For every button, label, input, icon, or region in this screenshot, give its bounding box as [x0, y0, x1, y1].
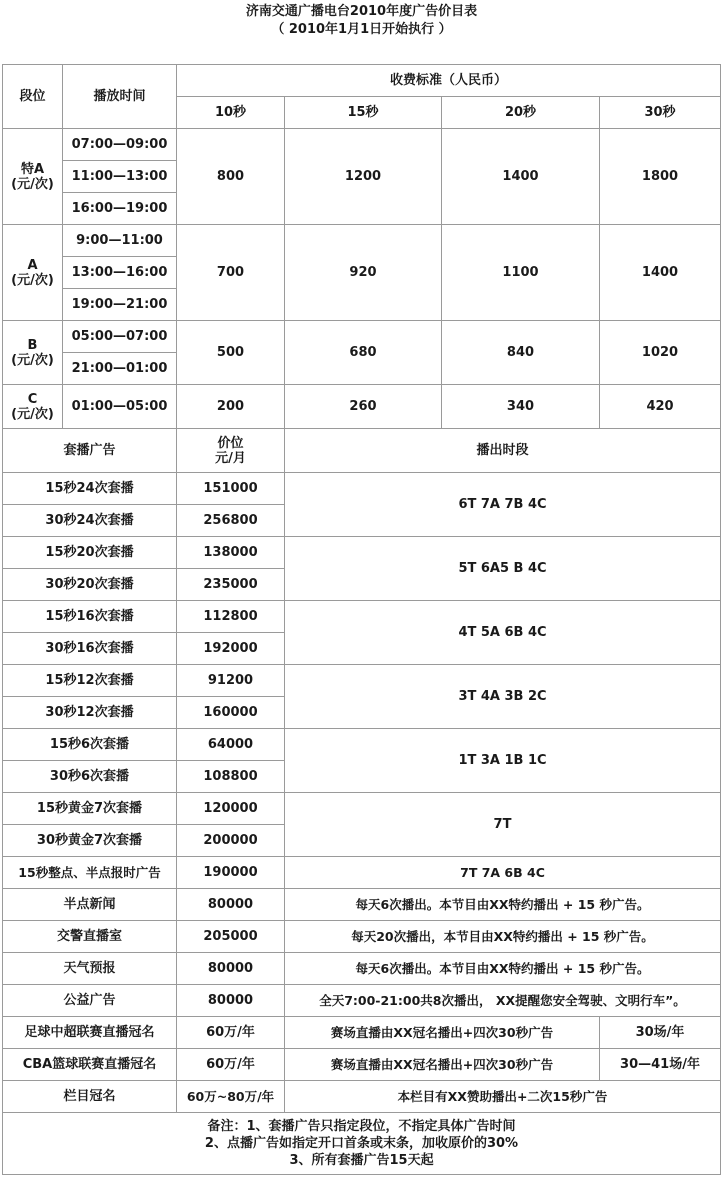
special-name: 交警直播室	[3, 921, 177, 953]
package-price: 200000	[177, 825, 285, 857]
package-name: 15秒黄金7次套播	[3, 793, 177, 825]
package-price: 160000	[177, 697, 285, 729]
table-row	[3, 793, 721, 825]
table-row	[3, 1017, 721, 1049]
special-desc: 每天20次播出，本节目由XX特约播出 + 15 秒广告。	[285, 921, 721, 953]
table-row	[3, 857, 721, 889]
table-row	[3, 129, 721, 161]
package-name: 30秒6次套播	[3, 761, 177, 793]
price-cell: 1020	[600, 321, 721, 385]
package-name: 30秒24次套播	[3, 505, 177, 537]
header-duration: 10秒	[177, 97, 285, 129]
package-price: 192000	[177, 633, 285, 665]
table-row	[3, 953, 721, 985]
package-slots: 7T	[285, 793, 721, 857]
table-row	[3, 537, 721, 569]
price-cell: 200	[177, 385, 285, 429]
price-cell: 700	[177, 225, 285, 321]
package-price: 138000	[177, 537, 285, 569]
special-price: 80000	[177, 953, 285, 985]
notes-cell	[3, 1113, 721, 1175]
note-line: 2、点播广告如指定开口首条或末条，加收原价的30%	[204, 1136, 519, 1151]
package-name: 30秒12次套播	[3, 697, 177, 729]
column-naming-desc: 本栏目有XX赞助播出+二次15秒广告	[285, 1081, 721, 1113]
segment-name: 特A (元/次)	[3, 129, 63, 225]
header-duration: 20秒	[442, 97, 600, 129]
sponsorship-count: 30—41场/年	[600, 1049, 721, 1081]
header-duration: 30秒	[600, 97, 721, 129]
time-slot: 21:00—01:00	[63, 353, 177, 385]
sponsorship-price: 60万/年	[177, 1017, 285, 1049]
header-duration: 15秒	[285, 97, 442, 129]
sponsorship-price: 60万/年	[177, 1049, 285, 1081]
package-price: 91200	[177, 665, 285, 697]
header-fee: 收费标准（人民币）	[177, 65, 721, 97]
package-price: 235000	[177, 569, 285, 601]
table-row	[3, 321, 721, 353]
table-row	[3, 473, 721, 505]
sponsorship-name: CBA篮球联赛直播冠名	[3, 1049, 177, 1081]
price-cell: 840	[442, 321, 600, 385]
package-slots: 4T 5A 6B 4C	[285, 601, 721, 665]
special-desc: 每天6次播出。本节目由XX特约播出 + 15 秒广告。	[285, 953, 721, 985]
package-name: 15秒6次套播	[3, 729, 177, 761]
package-name: 15秒24次套播	[3, 473, 177, 505]
time-slot: 19:00—21:00	[63, 289, 177, 321]
price-cell: 1400	[442, 129, 600, 225]
note-line: 备注：1、套播广告只指定段位，不指定具体广告时间	[207, 1119, 516, 1134]
time-slot: 01:00—05:00	[63, 385, 177, 429]
table-row	[3, 1081, 721, 1113]
package-price: 120000	[177, 793, 285, 825]
package-slots: 5T 6A5 B 4C	[285, 537, 721, 601]
note-line: 3、所有套播广告15天起	[289, 1153, 434, 1168]
table-row	[3, 1113, 721, 1175]
sponsorship-count: 30场/年	[600, 1017, 721, 1049]
package-price: 151000	[177, 473, 285, 505]
price-cell: 1100	[442, 225, 600, 321]
table-row	[3, 65, 721, 97]
package-name: 30秒20次套播	[3, 569, 177, 601]
time-slot: 05:00—07:00	[63, 321, 177, 353]
page-title: 济南交通广播电台2010年度广告价目表	[245, 4, 478, 19]
header-time: 播放时间	[63, 65, 177, 129]
special-name: 半点新闻	[3, 889, 177, 921]
time-slot: 16:00—19:00	[63, 193, 177, 225]
time-slot: 9:00—11:00	[63, 225, 177, 257]
rate-table	[2, 64, 721, 1175]
price-cell: 1200	[285, 129, 442, 225]
special-desc: 每天6次播出。本节目由XX特约播出 + 15 秒广告。	[285, 889, 721, 921]
price-cell: 800	[177, 129, 285, 225]
rate-table-body	[3, 65, 721, 1175]
package-price: 108800	[177, 761, 285, 793]
package-slots: 6T 7A 7B 4C	[285, 473, 721, 537]
package-name: 15秒16次套播	[3, 601, 177, 633]
package-price: 112800	[177, 601, 285, 633]
package-header-name: 套播广告	[3, 429, 177, 473]
package-name: 30秒黄金7次套播	[3, 825, 177, 857]
time-slot: 07:00—09:00	[63, 129, 177, 161]
price-cell: 420	[600, 385, 721, 429]
package-name: 15秒12次套播	[3, 665, 177, 697]
segment-name: A (元/次)	[3, 225, 63, 321]
package-slots: 1T 3A 1B 1C	[285, 729, 721, 793]
table-row	[3, 889, 721, 921]
special-desc: 7T 7A 6B 4C	[285, 857, 721, 889]
table-row	[3, 921, 721, 953]
table-row	[3, 225, 721, 257]
special-price: 80000	[177, 889, 285, 921]
special-price: 190000	[177, 857, 285, 889]
package-header-price: 价位 元/月	[177, 429, 285, 473]
header-segment: 段位	[3, 65, 63, 129]
table-row	[3, 729, 721, 761]
package-price: 64000	[177, 729, 285, 761]
page-subtitle: （ 2010年1月1日开始执行 ）	[271, 22, 452, 37]
price-cell: 1400	[600, 225, 721, 321]
table-row	[3, 1049, 721, 1081]
price-cell: 680	[285, 321, 442, 385]
price-cell: 920	[285, 225, 442, 321]
price-cell: 260	[285, 385, 442, 429]
price-cell: 1800	[600, 129, 721, 225]
sponsorship-name: 足球中超联赛直播冠名	[3, 1017, 177, 1049]
special-name: 公益广告	[3, 985, 177, 1017]
price-cell: 500	[177, 321, 285, 385]
package-name: 30秒16次套播	[3, 633, 177, 665]
special-name: 天气预报	[3, 953, 177, 985]
package-name: 15秒20次套播	[3, 537, 177, 569]
table-row	[3, 665, 721, 697]
table-row	[3, 385, 721, 429]
table-row	[3, 985, 721, 1017]
special-desc: 全天7:00-21:00共8次播出， XX提醒您安全驾驶、文明行车”。	[285, 985, 721, 1017]
segment-name: C (元/次)	[3, 385, 63, 429]
time-slot: 13:00—16:00	[63, 257, 177, 289]
sponsorship-desc: 赛场直播由XX冠名播出+四次30秒广告	[285, 1017, 600, 1049]
sponsorship-desc: 赛场直播由XX冠名播出+四次30秒广告	[285, 1049, 600, 1081]
table-row	[3, 601, 721, 633]
column-naming-name: 栏目冠名	[3, 1081, 177, 1113]
column-naming-price: 60万~80万/年	[177, 1081, 285, 1113]
time-slot: 11:00—13:00	[63, 161, 177, 193]
package-header-slots: 播出时段	[285, 429, 721, 473]
package-price: 256800	[177, 505, 285, 537]
special-price: 205000	[177, 921, 285, 953]
package-slots: 3T 4A 3B 2C	[285, 665, 721, 729]
segment-name: B (元/次)	[3, 321, 63, 385]
special-price: 80000	[177, 985, 285, 1017]
special-name: 15秒整点、半点报时广告	[3, 857, 177, 889]
price-cell: 340	[442, 385, 600, 429]
table-row	[3, 429, 721, 473]
